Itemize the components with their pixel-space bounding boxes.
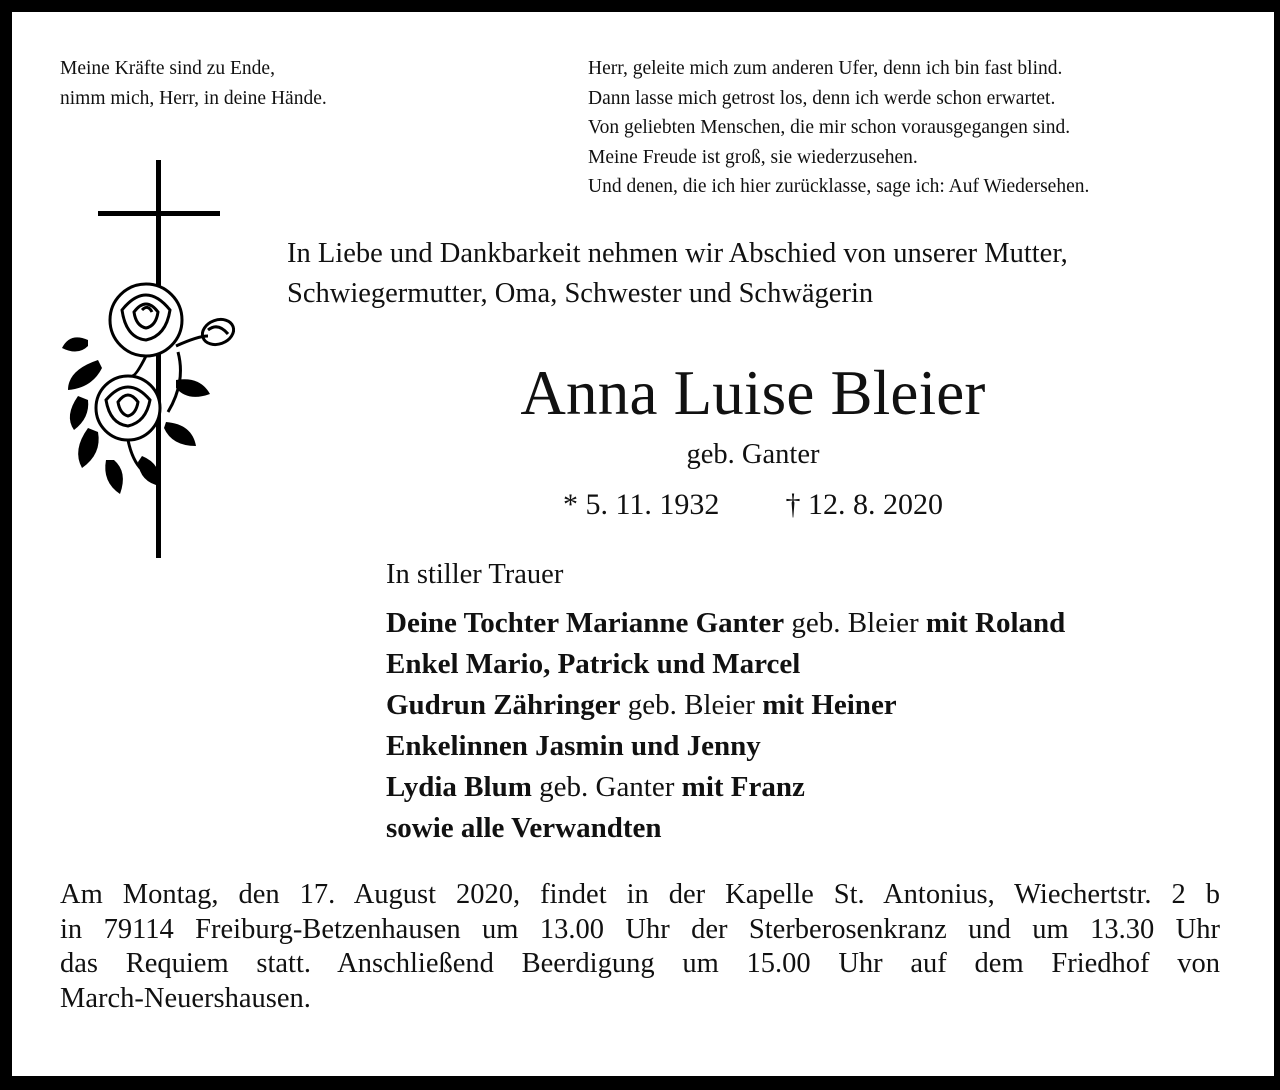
farewell-intro <box>287 234 1068 314</box>
verse-right-line: Herr, geleite mich zum anderen Ufer, denn ich bin fast blind. <box>588 58 1063 79</box>
funeral-notice-line: Am Montag, den 17. August 2020, findet in der Kapelle St. Antonius, Wiechertstr. 2 b <box>60 879 1220 910</box>
verse-right-line: Von geliebten Menschen, die mir schon vorausgegangen sind. <box>588 117 1071 138</box>
mourner-row: Enkel Mario, Patrick und Marcel <box>386 648 801 680</box>
mourner-row: Enkelinnen Jasmin und Jenny <box>386 730 761 762</box>
death-date: † 12. 8. 2020 <box>785 488 943 521</box>
verse-right-line: Meine Freude ist groß, sie wiederzusehen. <box>588 146 918 168</box>
mourner-row: Lydia Blum geb. Ganter mit Franz <box>386 771 805 803</box>
verse-right-line: Und denen, die ich hier zurücklasse, sage ich: Auf Wiedersehen. <box>588 176 1090 197</box>
funeral-notice-line: das Requiem statt. Anschließend Beerdigung um 15.00 Uhr auf dem Friedhof von <box>60 948 1220 979</box>
mourner-row: Deine Tochter Marianne Ganter geb. Bleier mit Roland <box>386 607 1066 639</box>
mourning-intro: In stiller Trauer <box>386 559 564 590</box>
verse-left-line: Meine Kräfte sind zu Ende, <box>60 58 275 79</box>
funeral-notice-line: March-Neuershausen. <box>60 982 311 1014</box>
farewell-intro-line: Schwiegermutter, Oma, Schwester und Schwägerin <box>287 278 874 309</box>
verse-left <box>60 54 327 113</box>
birth-date: * 5. 11. 1932 <box>563 488 720 521</box>
life-dates <box>250 486 1256 524</box>
verse-right-line: Dann lasse mich getrost los, denn ich werde schon erwartet. <box>588 87 1056 109</box>
farewell-intro-line: In Liebe und Dankbarkeit nehmen wir Abschied von unserer Mutter, <box>287 238 1068 269</box>
funeral-notice <box>60 878 1220 1016</box>
mourner-row: sowie alle Verwandten <box>386 812 662 844</box>
verse-left-line: nimm mich, Herr, in deine Hände. <box>60 87 327 109</box>
verse-right <box>588 54 1089 202</box>
mourners-list <box>386 603 1065 849</box>
cross-with-roses-icon <box>58 160 258 565</box>
mourner-row: Gudrun Zähringer geb. Bleier mit Heiner <box>386 689 897 721</box>
deceased-name: Anna Luise Bleier <box>520 358 986 428</box>
funeral-notice-line: in 79114 Freiburg-Betzenhausen um 13.00 Uhr der Sterberosenkranz und um 13.30 Uhr <box>60 913 1220 945</box>
maiden-name: geb. Ganter <box>686 439 820 470</box>
